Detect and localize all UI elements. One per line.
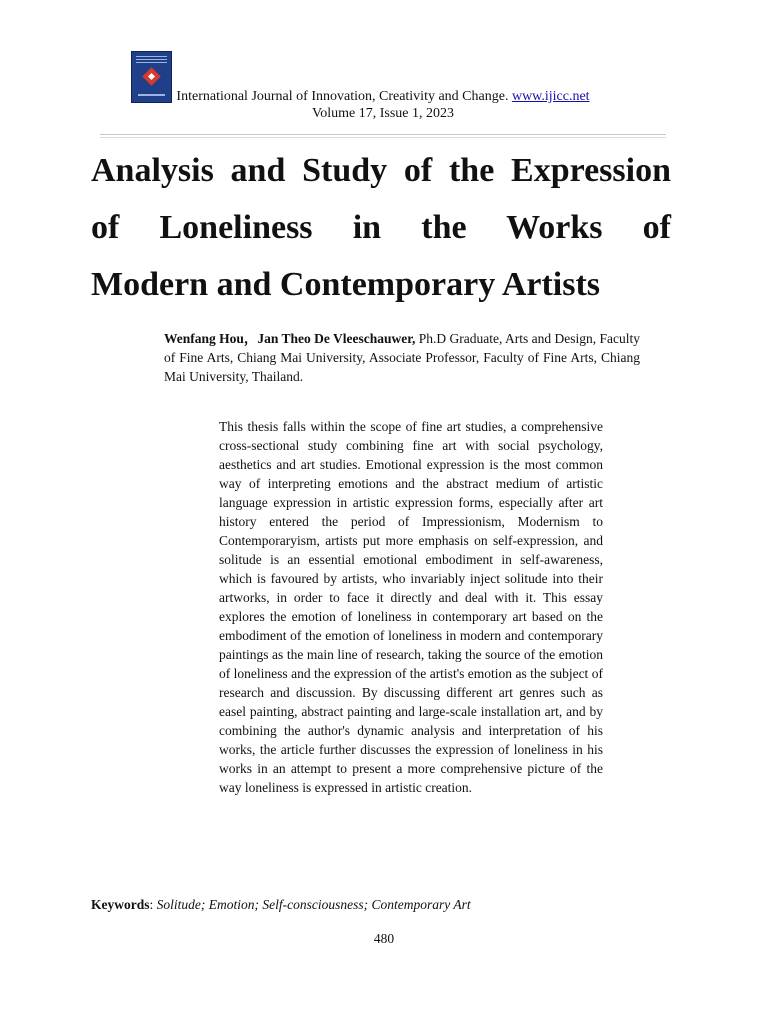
keywords: [91, 895, 691, 914]
keywords-separator: :: [149, 897, 157, 912]
paper-title: [91, 142, 671, 313]
author-names: Wenfang Hou，Jan Theo De Vleeschauwer,: [164, 331, 416, 346]
journal-name: International Journal of Innovation, Creativity and Change.: [176, 89, 509, 104]
keywords-label: Keywords: [91, 897, 150, 912]
title-line-2: of Loneliness in the Works of: [91, 209, 671, 246]
journal-link[interactable]: www.ijicc.net: [511, 89, 590, 104]
page-number: 480: [373, 931, 395, 946]
title-line-3: Modern and Contemporary Artists: [91, 266, 601, 303]
keywords-list: Solitude; Emotion; Self-consciousness; Contemporary Art: [156, 897, 471, 912]
volume-info: Volume 17, Issue 1, 2023: [311, 106, 455, 121]
header-divider: [100, 134, 666, 135]
journal-emblem-icon: [142, 67, 160, 85]
abstract-text: This thesis falls within the scope of fine art studies, a comprehensive cross-sectional study combining fine art with social psychology, aesthetics and art studies. Emotional expression is the most common way of interpreting emotions and the abstract medium of artistic language expression in artistic expression forms, especially after art history entered the period of Impressionism, Modernism to Contemporaryism, artists put more emphasis on self-expression, and solitude is an essential emotional embodiment in self-awareness, which is favoured by artists, who invariably inject solitude into their artworks, in order to face it directly and deal with it. This essay explores the emotion of loneliness in contemporary art based on the embodiment of the emotion of loneliness in modern and contemporary paintings as the main line of research, taking the source of the emotion of loneliness and the expression of the artist's emotion as the subject of research and discussion. By discussing different art genres such as easel painting, abstract painting and large-scale installation art, and by combining the author's dynamic analysis and interpretation of his works, the article further discusses the expression of loneliness in his works in an attempt to present a more comprehensive picture of the way loneliness is expressed in artistic creation.: [219, 419, 603, 795]
journal-header: [150, 88, 616, 122]
title-line-1: Analysis and Study of the Expression: [91, 152, 671, 189]
author-block: [164, 329, 640, 386]
header-divider-shadow: [100, 137, 666, 138]
author-affiliation: Ph.D Graduate, Arts and Design, Faculty of Fine Arts, Chiang Mai University, Associate Professor, Faculty of Fine Arts, Chiang Mai University, Thailand.: [164, 331, 640, 384]
